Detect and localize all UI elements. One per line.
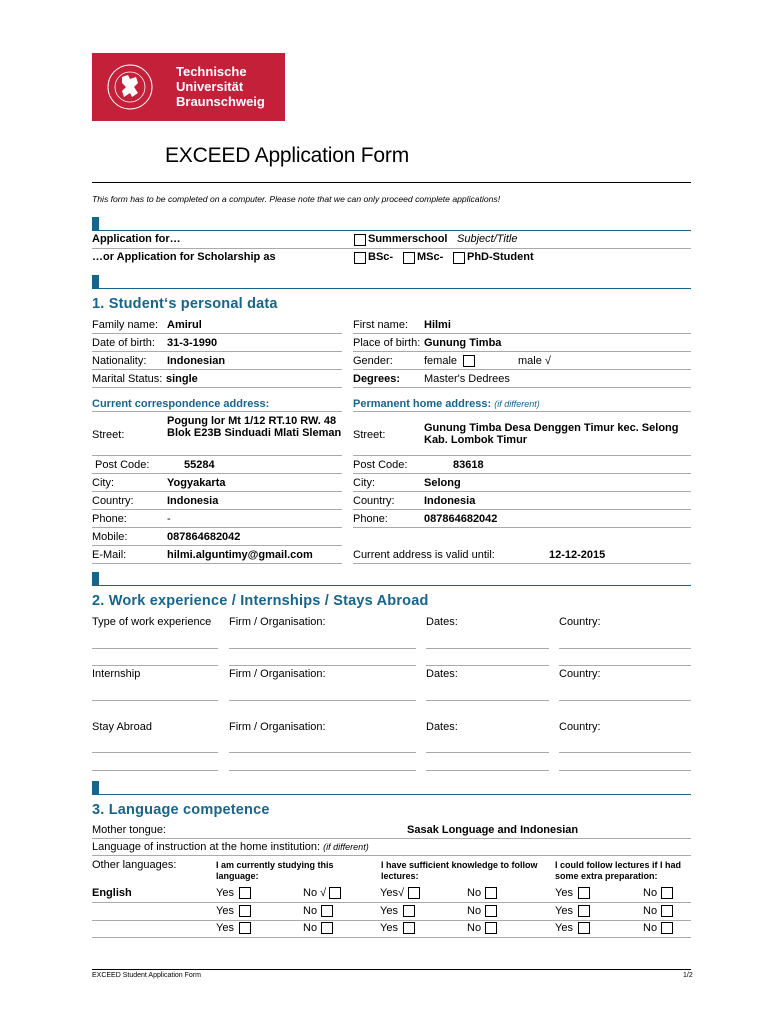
yes-label: Yes	[216, 887, 234, 899]
dates-label: Dates:	[426, 721, 458, 733]
nationality-label: Nationality:	[92, 355, 147, 367]
no-checkbox[interactable]	[485, 922, 497, 934]
firm-label: Firm / Organisation:	[229, 668, 326, 680]
field-rule	[353, 455, 691, 456]
subject-title-label: Subject/Title	[457, 233, 518, 245]
yes-checkbox[interactable]	[239, 922, 251, 934]
yes-label: Yes	[216, 905, 234, 917]
col-extra-header: I could follow lectures if I had some extra preparation:	[555, 860, 682, 881]
section-marker	[92, 275, 99, 288]
field-rule	[92, 648, 218, 649]
degrees-label: Degrees:	[353, 373, 401, 385]
permanent-address-heading: Permanent home address: (if different)	[353, 398, 540, 410]
mobile-label: Mobile:	[92, 531, 128, 543]
family-name-label: Family name:	[92, 319, 159, 331]
mobile-current-value[interactable]: 087864682042	[167, 531, 241, 543]
field-rule	[353, 527, 691, 528]
no-checkbox[interactable]	[661, 905, 673, 917]
no-checkbox[interactable]	[321, 905, 333, 917]
footer-left: EXCEED Student Application Form	[92, 972, 201, 979]
city-permanent-value[interactable]: Selong	[424, 477, 461, 489]
field-rule	[92, 473, 342, 474]
field-rule	[92, 920, 691, 921]
section-rule	[92, 230, 691, 231]
no-checkbox[interactable]	[485, 905, 497, 917]
city-current-value[interactable]: Yogyakarta	[167, 477, 226, 489]
field-rule	[92, 838, 691, 839]
field-rule	[426, 752, 549, 753]
postcode-permanent-value[interactable]: 83618	[453, 459, 484, 471]
field-rule	[92, 563, 342, 564]
field-rule	[92, 411, 342, 412]
no-checkbox[interactable]	[661, 887, 673, 899]
field-rule	[353, 369, 691, 370]
country-label: Country:	[92, 495, 134, 507]
field-rule	[353, 509, 691, 510]
yes-checkbox[interactable]	[403, 922, 415, 934]
no-label: No	[643, 905, 658, 917]
marital-label: Marital Status:	[92, 373, 163, 385]
street-label: Street:	[92, 429, 125, 441]
section-rule	[92, 585, 691, 586]
city-label: City:	[353, 477, 375, 489]
no-label: No	[643, 922, 658, 934]
field-rule	[353, 491, 691, 492]
mother-tongue-value[interactable]: Sasak Longuage and Indonesian	[407, 824, 579, 836]
footer-rule	[92, 969, 691, 970]
degrees-value[interactable]: Master's Dedrees	[424, 373, 510, 385]
no-checkbox[interactable]	[485, 887, 497, 899]
yes-label: Yes	[555, 905, 573, 917]
current-address-heading: Current correspondence address:	[92, 398, 270, 410]
field-rule	[229, 665, 416, 666]
field-rule	[92, 369, 342, 370]
field-rule	[92, 937, 691, 938]
pob-label: Place of birth:	[353, 337, 421, 349]
section-rule	[92, 794, 691, 795]
female-checkbox[interactable]	[463, 355, 475, 367]
field-rule	[92, 455, 342, 456]
phd-checkbox[interactable]	[453, 252, 465, 264]
no-checkbox[interactable]	[321, 922, 333, 934]
email-label: E-Mail:	[92, 549, 127, 561]
field-rule	[92, 902, 691, 903]
bsc-label: BSc-	[368, 251, 394, 263]
dob-label: Date of birth:	[92, 337, 155, 349]
field-rule	[92, 855, 691, 856]
field-rule	[353, 411, 691, 412]
yes-checkbox[interactable]	[239, 887, 251, 899]
field-rule	[229, 700, 416, 701]
firm-label: Firm / Organisation:	[229, 616, 326, 628]
field-rule	[353, 473, 691, 474]
scholarship-label: …or Application for Scholarship as	[92, 251, 276, 263]
row-rule	[92, 248, 691, 249]
bsc-checkbox[interactable]	[354, 252, 366, 264]
male-label: male √	[518, 355, 551, 367]
gender-label: Gender:	[353, 355, 393, 367]
pob-value[interactable]: Gunung Timba	[424, 337, 502, 349]
yes-label: Yes	[216, 922, 234, 934]
msc-label: MSc-	[417, 251, 444, 263]
field-rule	[92, 527, 342, 528]
phone-current-value[interactable]: -	[167, 513, 171, 525]
dob-value[interactable]: 31-3-1990	[167, 337, 218, 349]
msc-checkbox[interactable]	[403, 252, 415, 264]
no-label: No	[467, 922, 482, 934]
female-label: female	[424, 355, 458, 367]
yes-label: Yes	[555, 887, 573, 899]
mother-tongue-label: Mother tongue:	[92, 824, 166, 836]
field-rule	[353, 333, 691, 334]
nationality-value[interactable]: Indonesian	[167, 355, 226, 367]
no-label: No	[303, 905, 318, 917]
field-rule	[92, 770, 218, 771]
yes-checkbox[interactable]	[403, 905, 415, 917]
country-label: Country:	[559, 721, 601, 733]
yes-label: Yes	[380, 905, 398, 917]
field-rule	[92, 333, 342, 334]
application-for-label: Application for…	[92, 233, 181, 245]
field-rule	[559, 665, 691, 666]
university-logo	[92, 53, 285, 121]
col-studying-header: I am currently studying this language:	[216, 860, 334, 881]
first-name-label: First name:	[353, 319, 409, 331]
logo-text: Technische Universität Braunschweig	[176, 64, 265, 109]
internship-label: Internship	[92, 668, 141, 680]
language-1-name[interactable]: English	[92, 887, 132, 899]
family-name-value[interactable]: Amirul	[167, 319, 202, 331]
work-type-label: Type of work experience	[92, 616, 212, 628]
field-rule	[559, 752, 691, 753]
street-current-value[interactable]: Pogung lor Mt 1/12 RT.10 RW. 48 Blok E23B Sinduadi Mlati Sleman	[167, 415, 342, 439]
divider	[92, 182, 691, 183]
yes-checkbox[interactable]	[578, 922, 590, 934]
field-rule	[229, 770, 416, 771]
first-name-value[interactable]: Hilmi	[424, 319, 451, 331]
phone-label: Phone:	[92, 513, 127, 525]
field-rule	[426, 648, 549, 649]
field-rule	[426, 665, 549, 666]
other-languages-label: Other languages:	[92, 859, 177, 871]
postcode-current-value[interactable]: 55284	[184, 459, 215, 471]
street-label: Street:	[353, 429, 386, 441]
field-rule	[92, 700, 218, 701]
page-title: EXCEED Application Form	[165, 144, 409, 167]
yes-checkbox[interactable]	[408, 887, 420, 899]
field-rule	[559, 700, 691, 701]
yes-checkbox[interactable]	[578, 905, 590, 917]
col-sufficient-header: I have sufficient knowledge to follow lectures:	[381, 860, 538, 881]
section2-heading: 2. Work experience / Internships / Stays Abroad	[92, 593, 429, 609]
valid-until-value[interactable]: 12-12-2015	[549, 549, 606, 561]
email-current-value[interactable]: hilmi.alguntimy@gmail.com	[167, 549, 313, 561]
field-rule	[426, 700, 549, 701]
firm-label: Firm / Organisation:	[229, 721, 326, 733]
no-label: No	[643, 887, 658, 899]
postcode-label: Post Code:	[353, 459, 408, 471]
field-rule	[92, 351, 342, 352]
lion-seal-icon	[92, 53, 172, 121]
field-rule	[92, 665, 218, 666]
yes-label: Yes√	[380, 887, 404, 899]
summerschool-checkbox[interactable]	[354, 234, 366, 246]
summerschool-label: Summerschool	[368, 233, 448, 245]
page-number: 1/2	[683, 972, 693, 979]
section1-heading: 1. Student‘s personal data	[92, 296, 278, 312]
section-marker	[92, 572, 99, 585]
country-label: Country:	[559, 616, 601, 628]
no-checkbox[interactable]	[329, 887, 341, 899]
phone-permanent-value[interactable]: 087864682042	[424, 513, 498, 525]
no-label: No	[467, 887, 482, 899]
city-label: City:	[92, 477, 114, 489]
section-marker	[92, 217, 99, 230]
field-rule	[92, 491, 342, 492]
country-permanent-value[interactable]: Indonesia	[424, 495, 476, 507]
section-marker	[92, 781, 99, 794]
field-rule	[92, 509, 342, 510]
field-rule	[92, 387, 342, 388]
instruction-language-label: Language of instruction at the home institution: (if different)	[92, 841, 369, 853]
stay-abroad-label: Stay Abroad	[92, 721, 152, 733]
country-label: Country:	[559, 668, 601, 680]
yes-label: Yes	[380, 922, 398, 934]
dates-label: Dates:	[426, 668, 458, 680]
country-label: Country:	[353, 495, 395, 507]
yes-label: Yes	[555, 922, 573, 934]
no-label: No	[303, 922, 318, 934]
field-rule	[229, 648, 416, 649]
field-rule	[559, 770, 691, 771]
field-rule	[559, 648, 691, 649]
section-rule	[92, 288, 691, 289]
dates-label: Dates:	[426, 616, 458, 628]
marital-value[interactable]: single	[166, 373, 198, 385]
field-rule	[353, 563, 691, 564]
phone-label: Phone:	[353, 513, 388, 525]
field-rule	[92, 752, 218, 753]
no-label: No	[467, 905, 482, 917]
phd-label: PhD-Student	[467, 251, 534, 263]
section3-heading: 3. Language competence	[92, 802, 270, 818]
no-checkbox[interactable]	[661, 922, 673, 934]
country-current-value[interactable]: Indonesia	[167, 495, 219, 507]
valid-until-label: Current address is valid until:	[353, 549, 495, 561]
field-rule	[92, 545, 342, 546]
field-rule	[426, 770, 549, 771]
field-rule	[353, 351, 691, 352]
no-label: No √	[303, 887, 327, 899]
form-note: This form has to be completed on a computer. Please note that we can only proceed complete applications!	[92, 194, 501, 204]
postcode-label: Post Code:	[95, 459, 150, 471]
field-rule	[229, 752, 416, 753]
field-rule	[353, 387, 691, 388]
yes-checkbox[interactable]	[239, 905, 251, 917]
street-permanent-value[interactable]: Gunung Timba Desa Denggen Timur kec. Selong Kab. Lombok Timur	[424, 422, 679, 446]
yes-checkbox[interactable]	[578, 887, 590, 899]
